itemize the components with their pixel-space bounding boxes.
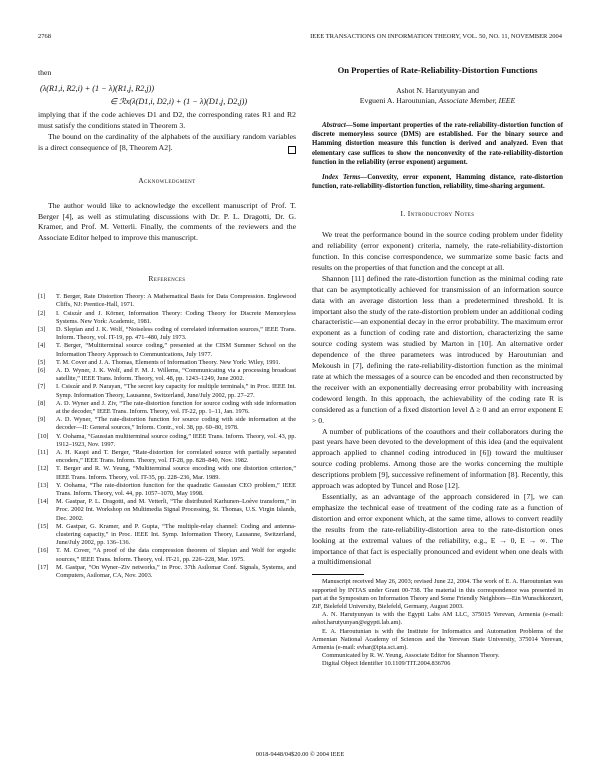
reference-item: [38, 465, 296, 481]
reference-item: [38, 449, 296, 465]
references-heading: References: [148, 274, 186, 284]
section-heading-intro: I. Introductory Notes: [400, 209, 475, 219]
reference-text: T. M. Cover, “A proof of the data compression theorem of Slepian and Wolf for ergodic sources,” IEEE Trans. Inform. Theory, vol. IT-21, pp. 226–228, Mar. 1975.: [56, 547, 296, 563]
reference-item: [38, 367, 296, 383]
reference-item: [38, 326, 296, 342]
paper-title: On Properties of Rate-Reliability-Distortion Functions: [337, 65, 538, 75]
reference-number: [17]: [38, 563, 49, 571]
reference-text: A. D. Wyner and J. Ziv, “The rate-distortion function for source coding with side information at the decoder,” IEEE Trans. Inform. Theory, vol. IT-22, pp. 1–11, Jan. 1976.: [56, 399, 296, 415]
intro-paragraph-3: A number of publications of the coauthors and their collaborators during the past years have been devoted to the development of this idea (and the equivalent approach applied to channel coding introduced in [6]) toward the multiuser source coding problems. Among those are the works concerning the multiple descriptions problem [9], successive refinement of information [8]. Recently, this approach was adopted by Tuncel and Rose [12].: [312, 426, 563, 491]
reference-item: [38, 310, 296, 326]
reference-number: [9]: [38, 416, 46, 424]
qed-box-icon: [288, 146, 296, 154]
author-2-role: Associate Member, IEEE: [438, 96, 516, 106]
reference-text: A. D. Wyner, “The rate-distortion function for source coding with side information at the decoder—II: General sources,” Inform. Contr., vol. 38, pp. 60–80, 1978.: [56, 416, 296, 432]
acknowledgment-text: The author would like to acknowledge the excellent manuscript of Prof. T. Berger [4], as well as stimulating discussions with Dr. P. L. Dragotti, Dr. G. Kramer, and Prof. M. Vetterli. Finally, the comments of the reviewers and the Associate Editor helped to improve this manuscript.: [38, 200, 296, 243]
reference-item: [38, 433, 296, 449]
equation-line-1: (λ(R1,i, R2,i) + (1 − λ)(R1,j, R2,j)): [40, 83, 155, 93]
reference-number: [12]: [38, 465, 49, 473]
copyright-footer: 0018-9448/04$20.00 © 2004 IEEE: [255, 751, 345, 758]
reference-text: D. Slepian and J. K. Wolf, “Noiseless coding of correlated information sources,” IEEE Trans. Inform. Theory, vol. IT-19, pp. 471–480, July 1973.: [56, 325, 296, 342]
author-2: Evgueni A. Haroutunian, Associate Member, IEEE: [359, 96, 516, 106]
running-header: [38, 33, 562, 45]
reference-text: A. D. Wyner, J. K. Wolf, and F. M. J. Willems, “Communicating via a processing broadcast satellite,” IEEE Trans. Inform. Theory, vol. 48, pp. 1243–1249, June 2002.: [56, 366, 296, 383]
footnote: Manuscript received May 26, 2003; revised June 22, 2004. The work of E. A. Haroutunian was supported by INTAS under Grant 00-738. The material in this correspondence was presented in part at the Symposium on Information Theory and Some Friendly Neighbors—Ein Wunschkonzert, ZiF, Bielefeld University, Bielefeld, Germany, August 2003.: [312, 578, 563, 610]
reference-text: T. Berger and R. W. Yeung, “Multiterminal source encoding with one distortion criterion,” IEEE Trans. Inform. Theory, vol. IT-35, pp. 228–236, Mar. 1989.: [56, 465, 296, 481]
reference-text: A. H. Kaspi and T. Berger, “Rate-distortion for correlated source with partially separated encoders,” IEEE Trans. Inform. Theory, vol. IT-28, pp. 828–840, Nov. 1982.: [56, 449, 296, 465]
reference-item: [38, 482, 296, 498]
intro-paragraph-4: Essentially, as an advantage of the approach considered in [7], we can emphasize the technical ease of treatment of the coding rate as a function of distortion and error exponent which, at the same time, allows to convert readily the results from the rate-reliability-distortion area to the rate-distortion ones looking at the extremal values of the reliability, e.g., E → 0, E → ∞. The importance of that fact is especially pronounced and evident when one deals with a multidimensional: [312, 491, 563, 567]
page-number: 2768: [38, 33, 51, 40]
abstract-label: Abstract—: [322, 121, 353, 129]
then-word: then: [38, 68, 52, 77]
reference-item: [38, 416, 296, 432]
reference-text: Y. Oohama, “The rate-distortion function for the quadratic Gaussian CEO problem,” IEEE Trans. Inform. Theory, vol. 44, pp. 1057–1070, May 1998.: [56, 481, 296, 498]
reference-list: [38, 293, 296, 580]
reference-text: M. Gastpar, G. Kramer, and P. Gupta, “The multiple-relay channel: Coding and antenna-clustering capacity,” in Proc. IEEE Int. Symp. Information Theory, Lausanne, Switzerland, June/July 2002, pp. 136–136.: [56, 522, 296, 547]
journal-title: IEEE TRANSACTIONS ON INFORMATION THEORY, VOL. 50, NO. 11, NOVEMBER 2004: [310, 33, 562, 40]
reference-number: [16]: [38, 547, 49, 555]
reference-text: T. Berger, Rate Distortion Theory: A Mathematical Basis for Data Compression. Englewood Cliffs, NJ: Prentice-Hall, 1971.: [56, 293, 296, 309]
acknowledgment-heading: Acknowledgment: [138, 175, 196, 185]
reference-number: [6]: [38, 366, 46, 374]
footnote: E. A. Haroutunian is with the Institute for Informatics and Automation Problems of the Armenian National Academy of Sciences and the Yerevan State University, 375014 Yerevan, Armenia (e-mail: evhar@ipia.sci.am).: [312, 627, 563, 651]
reference-text: I. Csiszár and P. Narayan, “The secret key capacity for multiple terminals,” in Proc. IEEE Int. Symp. Information Theory, Lausanne, Switzerland, June/July 2002, pp. 27–27.: [56, 383, 296, 399]
reference-number: [4]: [38, 342, 46, 350]
equation: [38, 83, 296, 108]
reference-number: [10]: [38, 432, 49, 440]
reference-item: [38, 564, 296, 580]
reference-item: [38, 400, 296, 416]
reference-number: [7]: [38, 383, 46, 391]
reference-text: Y. Oohama, “Gaussian multiterminal source coding,” IEEE Trans. Inform. Theory, vol. 43, pp. 1912–1923, Nov. 1997.: [56, 432, 296, 448]
proof-paragraph-2: The bound on the cardinality of the alphabets of the auxiliary random variables is a direct consequence of [8, Theorem A2].: [38, 131, 296, 152]
reference-number: [2]: [38, 309, 46, 317]
intro-paragraph-1: We treat the performance bound in the source coding problem under fidelity and reliability (error exponent) criteria, namely, the rate-reliability-distortion function. In this concise correspondence, we summarize some basic facts and results on the properties of that function and the concept at all.: [312, 230, 563, 272]
reference-text: T. Berger, “Multiterminal source coding,” presented at the CISM Summer School on the Information Theory Approach to Communications, July 1977.: [56, 342, 296, 358]
reference-number: [1]: [38, 293, 46, 301]
reference-number: [15]: [38, 522, 49, 530]
reference-number: [5]: [38, 358, 46, 366]
reference-item: [38, 383, 296, 399]
reference-text: M. Gastpar, “On Wyner–Ziv networks,” in Proc. 37th Asilomar Conf. Signals, Systems, and Computers, Asilomar, CA, Nov. 2003.: [56, 563, 296, 580]
footnote-rule: [312, 574, 364, 575]
index-terms-label: Index Terms—: [322, 173, 368, 181]
author-block: [312, 86, 563, 107]
reference-item: [38, 342, 296, 358]
reference-number: [3]: [38, 325, 46, 333]
footnote: Digital Object Identifier 10.1109/TIT.2004.836706: [322, 660, 451, 668]
footnotes: [312, 578, 563, 668]
equation-line-2: ∈ ℛx(λ(D1,i, D2,i) + (1 − λ)(D1,j, D2,j)): [110, 96, 248, 106]
right-column: [312, 62, 563, 669]
left-column: [38, 62, 296, 580]
abstract: Abstract—Some important properties of the rate-reliability-distortion function of discrete memoryless source (DMS) are established. For the binary source and Hamming distortion measure this function is derived and analyzed. Even that elementary case suffices to show the nonconvexity of the rate-reliability-distortion function in the reliability (error exponent) argument.: [312, 121, 563, 166]
reference-item: [38, 523, 296, 548]
reference-number: [13]: [38, 481, 49, 489]
footnote: Communicated by R. W. Yeung, Associate Editor for Shannon Theory.: [322, 652, 500, 660]
reference-number: [8]: [38, 399, 46, 407]
reference-item: [38, 547, 296, 563]
footnote: A. N. Harutyunyan is with the Egypti Labs AM LLC, 375015 Yerevan, Armenia (e-mail: ashot.harutyunyan@egypti.lab.am).: [312, 611, 563, 627]
proof-paragraph-1: implying that if the code achieves D1 and D2, the corresponding rates R1 and R2 must satisfy the conditions stated in Theorem 3.: [38, 110, 296, 130]
reference-item: [38, 498, 296, 523]
reference-text: I. Csiszár and J. Körner, Information Theory: Coding Theory for Discrete Memoryless Systems. New York: Academic, 1981.: [56, 309, 296, 325]
reference-text: M. Gastpar, P. L. Dragotti, and M. Vetterli, “The distributed Karhunen–Loève transform,” in Proc. 2002 Int. Workshop on Multimedia Signal Processing, St. Thomas, U.S. Virgin Islands, Dec. 2002.: [56, 498, 296, 522]
reference-number: [11]: [38, 449, 49, 457]
reference-item: [38, 293, 296, 309]
reference-item: [38, 359, 296, 367]
reference-text: T. M. Cover and J. A. Thomas, Elements of Information Theory. New York: Wiley, 1991.: [56, 358, 281, 366]
author-1: Ashot N. Harutyunyan and: [396, 85, 479, 95]
reference-number: [14]: [38, 498, 49, 506]
index-terms: Index Terms—Convexity, error exponent, Hamming distance, rate-distortion function, rate-reliability-distortion function, reliability, time-sharing argument.: [312, 173, 563, 191]
intro-paragraph-2: Shannon [11] defined the rate-distortion function as the minimal coding rate that can be asymptotically achieved for transmission of an information source data with an average distortion less than a predetermined threshold. It is important also the study of the rate-distortion problem under an additional coding characteristic—an exponential decay in the error probability. The maximum error exponent as a function of coding rate and distortion, characterizing the same source coding system was studied by Marton in [10]. An alternative order dependence of the three parameters was introduced by Haroutunian and Mekoush in [7], defining the rate-reliability-distortion function as the minimal rate at which the messages of a source can be encoded and then reconstructed by the receiver with an exponentially decreasing error probability with increasing codeword length. In this approach, the achievability of the coding rate R is considered as a function of a fixed distortion level Δ ≥ 0 and an error exponent E > 0.: [312, 273, 563, 425]
